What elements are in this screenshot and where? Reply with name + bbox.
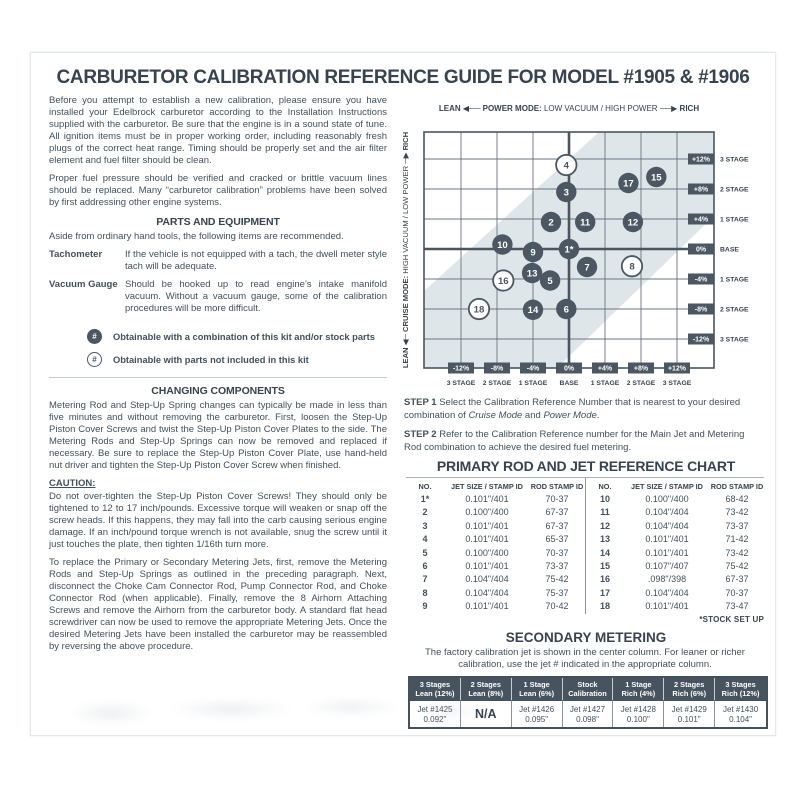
x-tick-stage: BASE [559,380,579,387]
jet-size: 0.107"/407 [645,561,689,572]
calibration-point-label: 14 [527,305,539,317]
jet-size: 0.101"/401 [465,534,509,545]
calibration-point-label: 2 [548,217,554,229]
rod-stamp: 75-42 [725,561,749,572]
table-row [406,573,585,586]
x-tick-stage: 2 STAGE [482,380,512,387]
jet-size: 0.101"/401 [465,601,509,612]
steps-block [404,397,764,461]
jet-size: 0.100"/400 [465,507,509,518]
rod-stamp: 71-42 [725,534,749,545]
step-text: Select the Calibration Reference Number that is nearest to your desired combination of [404,397,741,421]
calibration-point-label: 11 [580,217,591,229]
step-text: . [596,409,600,421]
jet-size: 0.104"/404 [645,507,689,518]
x-tick-pct: -4% [526,365,540,373]
header-line1: 1 Stage [523,680,550,689]
ref-no: 14 [599,547,610,558]
y-tick-stage: BASE [720,246,739,254]
step-label: STEP 1 [404,397,440,408]
jet-number: Jet #1427 [569,705,606,715]
table-row [406,520,585,533]
jet-size: 0.100"/400 [465,547,509,558]
calibration-point-label: 8 [629,261,635,273]
rod-stamp: 73-37 [725,520,749,531]
jet-size: 0.104"/404 [645,587,689,598]
primary-chart-heading: PRIMARY ROD AND JET REFERENCE CHART [436,458,736,474]
calibration-point-label: 13 [526,268,538,280]
ref-no: 4 [422,534,428,545]
caution-label: CAUTION: [49,478,96,489]
section-divider [49,377,387,378]
ref-no: 18 [599,601,610,612]
jet-size: 0.098" [576,714,599,724]
vacuum-gauge-item [49,279,387,315]
rod-stamp: 73-47 [725,601,749,612]
step-1 [404,397,764,422]
secondary-value-cell [563,700,614,727]
left-column [49,95,387,659]
rod-stamp: 67-37 [545,507,569,518]
jet-size: .098"/398 [647,574,687,585]
filled-circle-icon: # [87,329,102,344]
rod-stamp: 75-42 [545,574,569,585]
tachometer-label: Tachometer [49,249,103,260]
jet-size: 0.101"/401 [465,494,509,504]
step-text: Refer to the Calibration Reference number for the Main Jet and Metering Rod combination to achieve the desired fuel metering. [404,429,745,453]
intro-paragraph-2: Proper fuel pressure should be verified and cracked or brittle vacuum lines should be replaced. Many “carburetor calibration” problems have been solved by first addressing other engine systems. [49,173,387,208]
header-line1: 2 Stages [674,680,705,689]
jet-size: 0.100"/400 [645,494,689,504]
secondary-value-cell [613,700,664,727]
secondary-column-header [664,678,715,700]
header-line1: 2 Stages [470,680,501,689]
y-tick-pct: -8% [694,306,708,314]
header-line2: Lean (8%) [468,688,504,698]
column-header: NO. [418,482,432,491]
ref-no: 8 [422,587,428,598]
x-tick-pct: -12% [452,365,470,373]
ref-no: 15 [599,561,610,572]
jet-size: 0.100" [626,714,650,724]
jet-size: 0.104" [729,714,752,724]
ref-no: 1* [420,494,430,504]
calibration-point-label: 6 [563,304,569,316]
header-line2: Rich (4%) [621,688,656,698]
rod-stamp: 73-42 [725,547,749,558]
table-row [406,600,585,613]
y-tick-stage: 3 STAGE [720,336,749,344]
intro-paragraph-1: Before you attempt to establish a new calibration, please ensure you have installed your Edelbrock carburetor according to the Installation Instructions supplied with the carburetor. Be sure that the engine is in a sound state of tune. All ignition items must be in proper working order, including reasonably fresh plugs of the correct heat range. Timing should be properly set and the air filter element and fuel filter should be clean. [49,95,387,166]
rod-stamp: 70-42 [545,601,569,612]
jet-number: Jet #1428 [620,705,656,715]
column-header: JET SIZE / STAMP ID [631,482,703,491]
y-tick-stage: 1 STAGE [720,276,749,284]
secondary-value-cell [664,700,715,727]
changing-paragraph-1: Metering Rod and Step-Up Spring changes can typically be made in less than five minutes and without removing the carburetor. First, loosen the Step-Up Piston Cover Screws and twist the Step-Up Piston Cover Plates to the side. The Metering Rods and Step-Up Springs can now be removed and replaced if necessary. Be sure to replace the Step-Up Piston Cover Plate, use hand-held nut driver and tighten the Step-Up Piston Cover Screw when finished. [49,400,387,471]
instruction-sheet [30,52,776,736]
primary-table-half [406,478,585,614]
table-row [586,506,764,519]
ref-no: 10 [599,494,610,504]
legend-item-kit-parts [87,329,387,344]
secondary-metering-description: The factory calibration jet is shown in the center column. For leaner or richer calibration, use the jet # indicated in the appropriate column. [425,647,745,670]
step-text: Cruise Mode [468,409,523,421]
column-header: JET SIZE / STAMP ID [451,482,523,491]
ref-no: 5 [422,547,428,558]
column-header: ROD STAMP ID [530,482,584,491]
header-line1: 3 Stages [725,680,756,689]
calibration-point-label: 10 [497,239,508,251]
table-row [586,560,764,573]
calibration-point-label: 12 [627,217,639,229]
header-line2: Rich (6%) [672,688,707,698]
calibration-point-label: 15 [650,172,662,184]
jet-number: Jet #1425 [417,705,453,715]
legend-text-kit-parts: Obtainable with a combination of this kit and/or stock parts [113,331,375,342]
jet-number: Jet #1430 [723,705,759,715]
secondary-column-header [563,678,614,700]
table-row [406,493,585,506]
calibration-point-label: 4 [563,160,569,172]
calibration-point-label: 7 [584,262,590,274]
step-text: and [522,409,544,421]
calibration-chart-svg [399,97,779,397]
rod-stamp: 73-37 [545,561,569,572]
jet-size: 0.101"/401 [645,547,689,558]
table-row [406,533,585,546]
table-row [586,547,764,560]
table-row [406,587,585,600]
primary-table-header [586,480,764,493]
x-tick-stage: 1 STAGE [590,380,620,387]
ref-no: 16 [599,574,610,585]
power-mode-axis-label: LEAN ◀── POWER MODE: LOW VACUUM / HIGH POWER ──▶ RICH [438,104,700,113]
tachometer-text: If the vehicle is not equipped with a tach, the dwell meter style tach will be adequate. [125,249,387,272]
ref-no: 9 [422,601,428,612]
header-line2: Lean (6%) [519,688,555,698]
rod-stamp: 70-37 [725,587,749,598]
jet-number: Jet #1426 [519,705,555,715]
table-row [406,506,585,519]
vacuum-gauge-text: Should be hooked up to read engine's intake manifold vacuum. Without a vacuum gauge, some of the calibration procedures will be more difficult. [125,279,387,314]
stock-setup-footnote: *STOCK SET UP [699,615,764,624]
primary-table-half [585,478,764,614]
open-circle-icon: # [87,352,102,367]
x-tick-pct: -8% [490,365,504,373]
y-tick-pct: +4% [693,216,709,224]
y-tick-pct: -4% [694,276,708,284]
y-tick-pct: -12% [692,336,710,344]
rod-stamp: 70-37 [545,547,569,558]
y-tick-pct: +8% [693,186,709,194]
x-tick-stage: 1 STAGE [518,380,548,387]
step-label: STEP 2 [404,429,440,440]
ref-no: 7 [422,574,428,585]
header-line1: 3 Stages [419,680,451,689]
secondary-column-header [715,678,766,700]
x-tick-pct: +4% [597,365,613,373]
table-row [406,560,585,573]
step-text: Power Mode [543,409,597,421]
table-row [586,587,764,600]
changing-paragraph-2: To replace the Primary or Secondary Metering Jets, first, remove the Metering Rods and Step-Up Springs as outlined in the preceding paragraph. Next, disconnect the Choke Cam Connector Rod, Pump Connector Rod, and Choke Connector Rod (when applicable). Finally, remove the 8 Airhorn Attaching Screws and remove the Airhorn from the carburetor body. A standard flat head screwdriver can now be used to remove the appropriate Metering Jets. Once the desired Metering Jets have been installed the carburetor may be reassembled by reversing the above procedure. [49,557,387,652]
rod-stamp: 68-42 [725,494,749,504]
jet-size: 0.104"/404 [465,574,509,585]
column-header: ROD STAMP ID [710,482,764,491]
jet-size: 0.104"/404 [645,520,689,531]
tachometer-item [49,249,387,273]
jet-size: 0.092" [423,714,447,724]
secondary-value-cell [715,700,766,727]
rod-stamp: 70-37 [545,494,569,504]
parts-equipment-heading: PARTS AND EQUIPMENT [156,216,280,228]
rod-stamp: 73-42 [725,507,749,518]
table-row [586,493,764,506]
jet-size: 0.101"/401 [465,520,509,531]
ref-no: 2 [422,507,428,518]
y-tick-stage: 1 STAGE [720,216,749,224]
column-header: NO. [598,482,612,491]
ref-no: 12 [599,520,610,531]
calibration-point-label: 5 [547,275,553,287]
jet-size: 0.104"/404 [465,587,509,598]
table-row [586,520,764,533]
y-tick-stage: 2 STAGE [720,306,749,314]
header-line1: 1 Stage [625,680,652,689]
x-tick-pct: 0% [563,365,575,373]
y-tick-stage: 3 STAGE [720,156,749,164]
primary-rod-jet-table [406,477,764,614]
calibration-point-label: 17 [623,178,634,190]
legend-item-not-included [87,352,387,367]
jet-size: 0.101"/401 [465,561,509,572]
page-title: CARBURETOR CALIBRATION REFERENCE GUIDE FOR MODEL #1905 & #1906 [56,67,750,88]
legend-text-not-included: Obtainable with parts not included in this kit [113,354,309,365]
x-tick-pct: +12% [667,365,687,373]
jet-number: Jet #1429 [671,705,707,715]
cruise-mode-axis-label: LEAN ◀─ CRUISE MODE: HIGH VACUUM / LOW POWER ─▶ RICH [401,131,410,369]
rod-stamp: 67-37 [725,574,749,585]
print-bleed-through [51,689,521,737]
rod-stamp: 65-37 [545,534,569,545]
secondary-metering-heading: SECONDARY METERING [505,630,667,645]
header-line2: Rich (12%) [721,688,760,698]
jet-size: 0.101" [677,714,701,724]
primary-table-header [406,480,585,493]
secondary-column-header [613,678,664,700]
ref-no: 3 [422,520,428,531]
header-line1: Stock [577,680,598,689]
table-row [406,547,585,560]
x-tick-stage: 3 STAGE [662,380,692,387]
jet-size: 0.101"/401 [645,534,689,545]
rod-stamp: 67-37 [545,520,569,531]
caution-paragraph: Do not over-tighten the Step-Up Piston Cover Screws! They should only be tightened to 12 to 17 inch/pounds. Excessive torque will weaken or snap off the screw heads. If this happens, they may fall into the carb causing serious engine damage. If an inch/pound torque wrench is not available, snug the screw until it just touches the plate, then tighten 1/16th turn more. [49,491,387,550]
table-row [586,573,764,586]
y-tick-stage: 2 STAGE [720,186,749,194]
ref-no: 11 [600,507,610,518]
table-row [586,533,764,546]
changing-components-heading: CHANGING COMPONENTS [151,385,285,397]
ref-no: 13 [599,534,610,545]
jet-number: N/A [475,706,497,721]
x-tick-stage: 2 STAGE [626,380,656,387]
ref-no: 17 [599,587,610,598]
x-tick-pct: +8% [633,365,649,373]
calibration-point-label: 3 [563,187,569,199]
step-2 [404,429,764,454]
rod-stamp: 75-37 [545,587,569,598]
symbol-legend [87,329,387,367]
x-tick-stage: 3 STAGE [446,380,476,387]
table-row [586,600,764,613]
calibration-point-label: 1* [564,244,574,256]
calibration-point-label: 9 [530,247,536,259]
vacuum-gauge-label: Vacuum Gauge [49,279,118,290]
calibration-point-label: 18 [473,304,485,316]
ref-no: 6 [422,561,428,572]
header-line2: Calibration [568,688,607,698]
calibration-reference-chart [399,97,779,397]
header-line2: Lean (12%) [415,688,455,698]
jet-size: 0.101"/401 [645,601,689,612]
jet-size: 0.095" [525,714,549,724]
y-tick-pct: 0% [695,246,707,254]
y-tick-pct: +12% [691,156,711,164]
calibration-point-label: 16 [497,275,509,287]
parts-intro: Aside from ordinary hand tools, the following items are recommended. [49,231,344,242]
